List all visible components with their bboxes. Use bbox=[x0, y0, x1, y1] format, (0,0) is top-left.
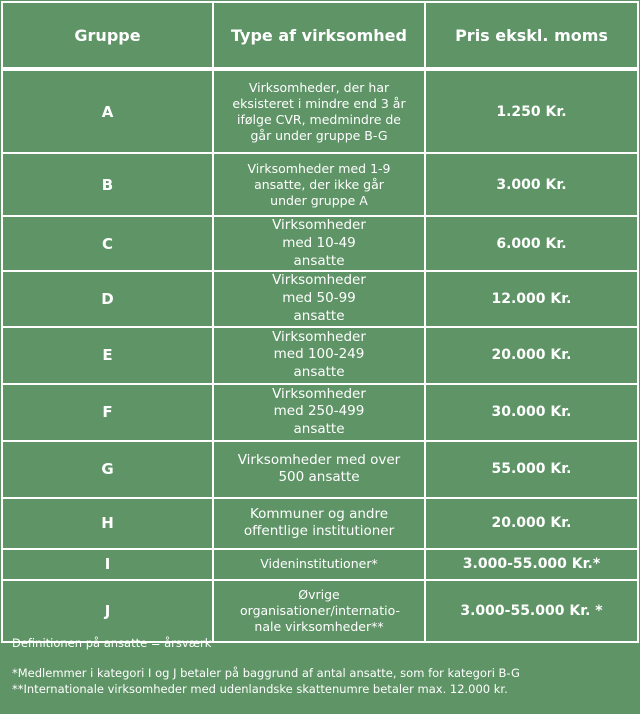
header-group: Gruppe bbox=[2, 2, 213, 69]
price-cell: 1.250 Kr. bbox=[425, 69, 638, 153]
header-type: Type af virksomhed bbox=[213, 2, 425, 69]
price-cell: 3.000-55.000 Kr. * bbox=[425, 580, 638, 642]
group-cell: E bbox=[2, 327, 213, 384]
group-cell: A bbox=[2, 69, 213, 153]
footnote-1: *Medlemmer i kategori I og J betaler på baggrund af antal ansatte, som for kategori B-G bbox=[12, 665, 520, 680]
price-cell: 3.000-55.000 Kr.* bbox=[425, 549, 638, 580]
type-cell: Videninstitutioner* bbox=[213, 549, 425, 580]
type-cell: Virksomheder med over 500 ansatte bbox=[213, 441, 425, 498]
type-cell: Kommuner og andre offentlige institutioner bbox=[213, 498, 425, 549]
table-row bbox=[2, 69, 638, 153]
group-cell: F bbox=[2, 384, 213, 441]
group-cell: J bbox=[2, 580, 213, 642]
header-row bbox=[2, 2, 638, 69]
header-price: Pris ekskl. moms bbox=[425, 2, 638, 69]
group-cell: C bbox=[2, 216, 213, 271]
type-cell: Virksomheder med 10-49 ansatte bbox=[213, 216, 425, 271]
price-cell: 6.000 Kr. bbox=[425, 216, 638, 271]
footnotes bbox=[12, 636, 632, 698]
group-cell: B bbox=[2, 153, 213, 216]
type-cell: Virksomheder med 50-99 ansatte bbox=[213, 271, 425, 326]
price-table bbox=[1, 1, 639, 643]
price-cell: 20.000 Kr. bbox=[425, 498, 638, 549]
price-cell: 20.000 Kr. bbox=[425, 327, 638, 384]
group-cell: D bbox=[2, 271, 213, 326]
price-cell: 55.000 Kr. bbox=[425, 441, 638, 498]
table-row bbox=[2, 498, 638, 549]
table-row bbox=[2, 441, 638, 498]
price-cell: 12.000 Kr. bbox=[425, 271, 638, 326]
type-cell: Virksomheder med 1-9 ansatte, der ikke går under gruppe A bbox=[213, 153, 425, 216]
table-row bbox=[2, 384, 638, 441]
price-cell: 3.000 Kr. bbox=[425, 153, 638, 216]
type-cell: Virksomheder med 100-249 ansatte bbox=[213, 327, 425, 384]
group-cell: H bbox=[2, 498, 213, 549]
type-cell: Øvrige organisationer/internatio-nale virksomheder** bbox=[213, 580, 425, 642]
table-row bbox=[2, 271, 638, 326]
group-cell: G bbox=[2, 441, 213, 498]
definition-note: Definitionen på ansatte = årsværk bbox=[12, 636, 212, 650]
footnote-2: **Internationale virksomheder med udenlandske skattenumre betaler max. 12.000 kr. bbox=[12, 681, 508, 696]
table-row bbox=[2, 580, 638, 642]
group-cell: I bbox=[2, 549, 213, 580]
table-row bbox=[2, 549, 638, 580]
table-row bbox=[2, 327, 638, 384]
price-cell: 30.000 Kr. bbox=[425, 384, 638, 441]
type-cell: Virksomheder med 250-499 ansatte bbox=[213, 384, 425, 441]
table-row bbox=[2, 153, 638, 216]
table-row bbox=[2, 216, 638, 271]
type-cell: Virksomheder, der har eksisteret i mindre end 3 år ifølge CVR, medmindre de går under gruppe B-G bbox=[213, 69, 425, 153]
